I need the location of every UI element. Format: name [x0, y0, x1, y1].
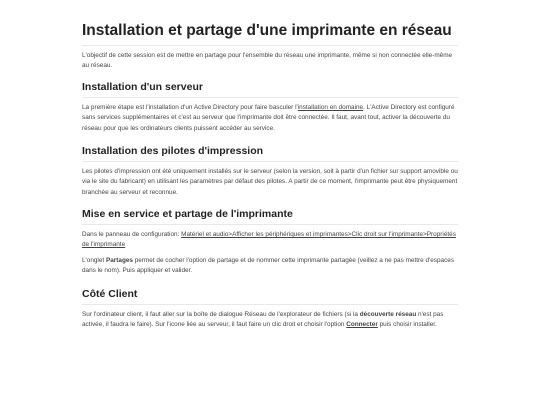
connecter-link[interactable]: Connecter: [346, 321, 378, 329]
client-paragraph: [82, 310, 458, 331]
section-divider: [82, 224, 458, 225]
section-heading-serveur: Installation d'un serveur: [82, 81, 203, 93]
title-divider: [82, 45, 458, 46]
text: n'est pas activée, il faudra le faire). Sur l'icone liée au serveur, il faut faire un clic droit et choisir l'option: [82, 311, 444, 329]
section-divider: [82, 161, 458, 162]
decouverte-reseau-bold: découverte réseau: [359, 311, 417, 318]
partages-bold: Partages: [105, 257, 133, 264]
text: puis choisir installer.: [377, 321, 437, 329]
partage-paragraph: [82, 256, 458, 277]
intro-paragraph: L'objectif de cette session est de mettre en partage pour l'ensemble du réseau une imprimante, même si non connectée elle-même au réseau.: [82, 52, 453, 70]
text: La première étape est l'installation d'un Active Directory pour faire basculer l': [82, 104, 298, 111]
installation-domaine-link[interactable]: installation en domaine: [297, 104, 364, 111]
section-heading-pilotes: Installation des pilotes d'impression: [82, 145, 264, 157]
text: L'onglet: [82, 257, 106, 264]
config-path-link[interactable]: Matériel et audio>Afficher les périphériques et imprimantes>Clic droit sur l'imprimante>Propriétés de l'imprimante: [82, 231, 456, 249]
page-title: Installation et partage d'une imprimante en réseau: [82, 22, 452, 39]
section-divider: [82, 97, 458, 98]
text: Sur l'ordinateur client, il faut aller sur la boîte de dialogue Réseau de l'explorateur de fichiers (si la: [82, 311, 360, 318]
text: . L'Active Directory est configuré sans services supplémentaires et c'est au serveur que l'imprimante doit être connectée. Il faut, avant tout, activer la découverte du réseau pour que les ordinateurs clients puissent accéder au service.: [82, 104, 455, 132]
pilotes-paragraph: Les pilotes d'impression ont été uniquement installés sur le serveur (selon la version, soit à partir d'un fichier sur support amovible ou via le site du fabricant) en utilisant les paramètres par défaut des pilotes. A partir de ce moment, l'imprimante peut être physiquement branchée au serveur et reconnue.: [82, 168, 458, 196]
section-divider: [82, 304, 458, 305]
serveur-paragraph: [82, 103, 458, 134]
text: permet de cocher l'option de partage et de nommer cette imprimante partagée (veillez a ne pas mettre d'espaces dans le nom). Puis appliquer et valider.: [82, 257, 455, 275]
section-heading-partage: Mise en service et partage de l'imprimante: [82, 208, 293, 220]
text: Dans le panneau de configuration:: [82, 231, 182, 238]
section-heading-client: Côté Client: [82, 288, 138, 300]
partage-path-paragraph: [82, 230, 458, 251]
